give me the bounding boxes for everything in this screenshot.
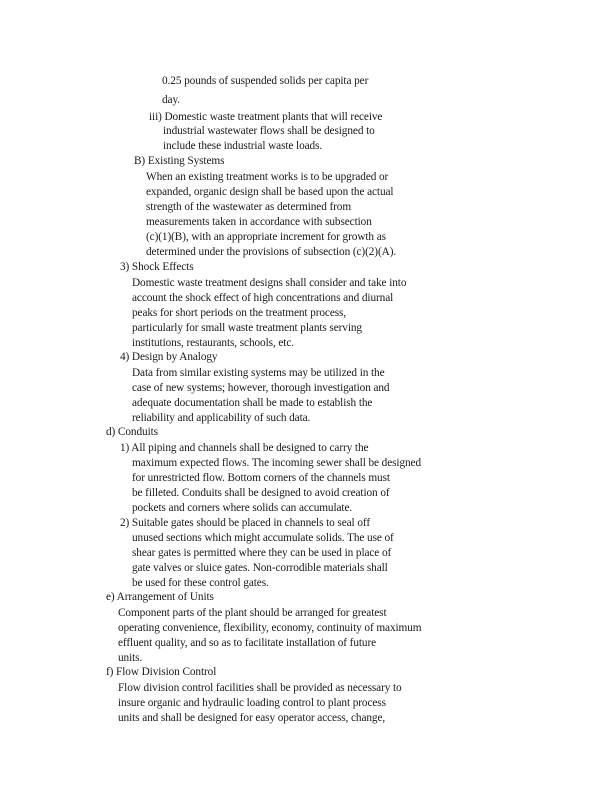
text-line: adequate documentation shall be made to establish the: [132, 397, 373, 409]
section-heading: d) Conduits: [106, 426, 158, 438]
text-line: reliability and applicability of such data.: [132, 412, 311, 424]
text-line: industrial wastewater flows shall be designed to: [163, 125, 375, 137]
section-heading: 4) Design by Analogy: [120, 351, 218, 363]
text-line: unused sections which might accumulate solids. The use of: [132, 532, 394, 544]
text-line: Flow division control facilities shall be provided as necessary to: [118, 682, 402, 694]
section-heading: 3) Shock Effects: [120, 261, 194, 273]
text-line: strength of the wastewater as determined from: [146, 201, 352, 213]
text-line: insure organic and hydraulic loading control to plant process: [118, 697, 386, 709]
text-line: measurements taken in accordance with subsection: [146, 216, 372, 228]
text-line: units and shall be designed for easy operator access, change,: [118, 712, 386, 724]
text-line: account the shock effect of high concentrations and diurnal: [132, 292, 394, 304]
text-line: units.: [118, 652, 143, 664]
text-line: pockets and corners where solids can accumulate.: [132, 502, 353, 514]
section-heading: f) Flow Division Control: [106, 666, 217, 678]
text-line: include these industrial waste loads.: [163, 140, 323, 152]
text-line: effluent quality, and so as to facilitate installation of future: [118, 637, 377, 649]
section-heading: B) Existing Systems: [134, 155, 225, 167]
text-line: maximum expected flows. The incoming sewer shall be designed: [132, 457, 422, 469]
text-line: particularly for small waste treatment plants serving: [132, 322, 362, 334]
text-line: be filleted. Conduits shall be designed to avoid creation of: [132, 487, 390, 499]
text-line: for unrestricted flow. Bottom corners of the channels must: [132, 472, 390, 484]
text-line: operating convenience, flexibility, economy, continuity of maximum: [118, 622, 422, 634]
text-line: 1) All piping and channels shall be designed to carry the: [120, 442, 369, 454]
text-line: Domestic waste treatment designs shall consider and take into: [132, 277, 407, 289]
text-line: expanded, organic design shall be based upon the actual: [146, 186, 394, 198]
text-line: institutions, restaurants, schools, etc.: [132, 337, 294, 349]
text-line: iii) Domestic waste treatment plants that will receive: [149, 111, 383, 123]
text-line: Data from similar existing systems may be utilized in the: [132, 367, 385, 379]
text-line: When an existing treatment works is to be upgraded or: [146, 171, 389, 183]
text-line: (c)(1)(B), with an appropriate increment for growth as: [146, 231, 386, 243]
text-line: 0.25 pounds of suspended solids per capita per: [162, 75, 369, 87]
text-line: shear gates is permitted where they can be used in place of: [132, 547, 392, 559]
text-line: peaks for short periods on the treatment process,: [132, 307, 347, 319]
text-line: day.: [162, 94, 181, 106]
section-heading: e) Arrangement of Units: [106, 591, 214, 603]
text-line: determined under the provisions of subsection (c)(2)(A).: [146, 246, 397, 258]
text-line: 2) Suitable gates should be placed in channels to seal off: [120, 517, 370, 529]
text-line: case of new systems; however, thorough investigation and: [132, 382, 390, 394]
text-line: Component parts of the plant should be arranged for greatest: [118, 607, 387, 619]
text-line: gate valves or sluice gates. Non-corrodible materials shall: [132, 562, 388, 574]
text-line: be used for these control gates.: [132, 577, 269, 589]
